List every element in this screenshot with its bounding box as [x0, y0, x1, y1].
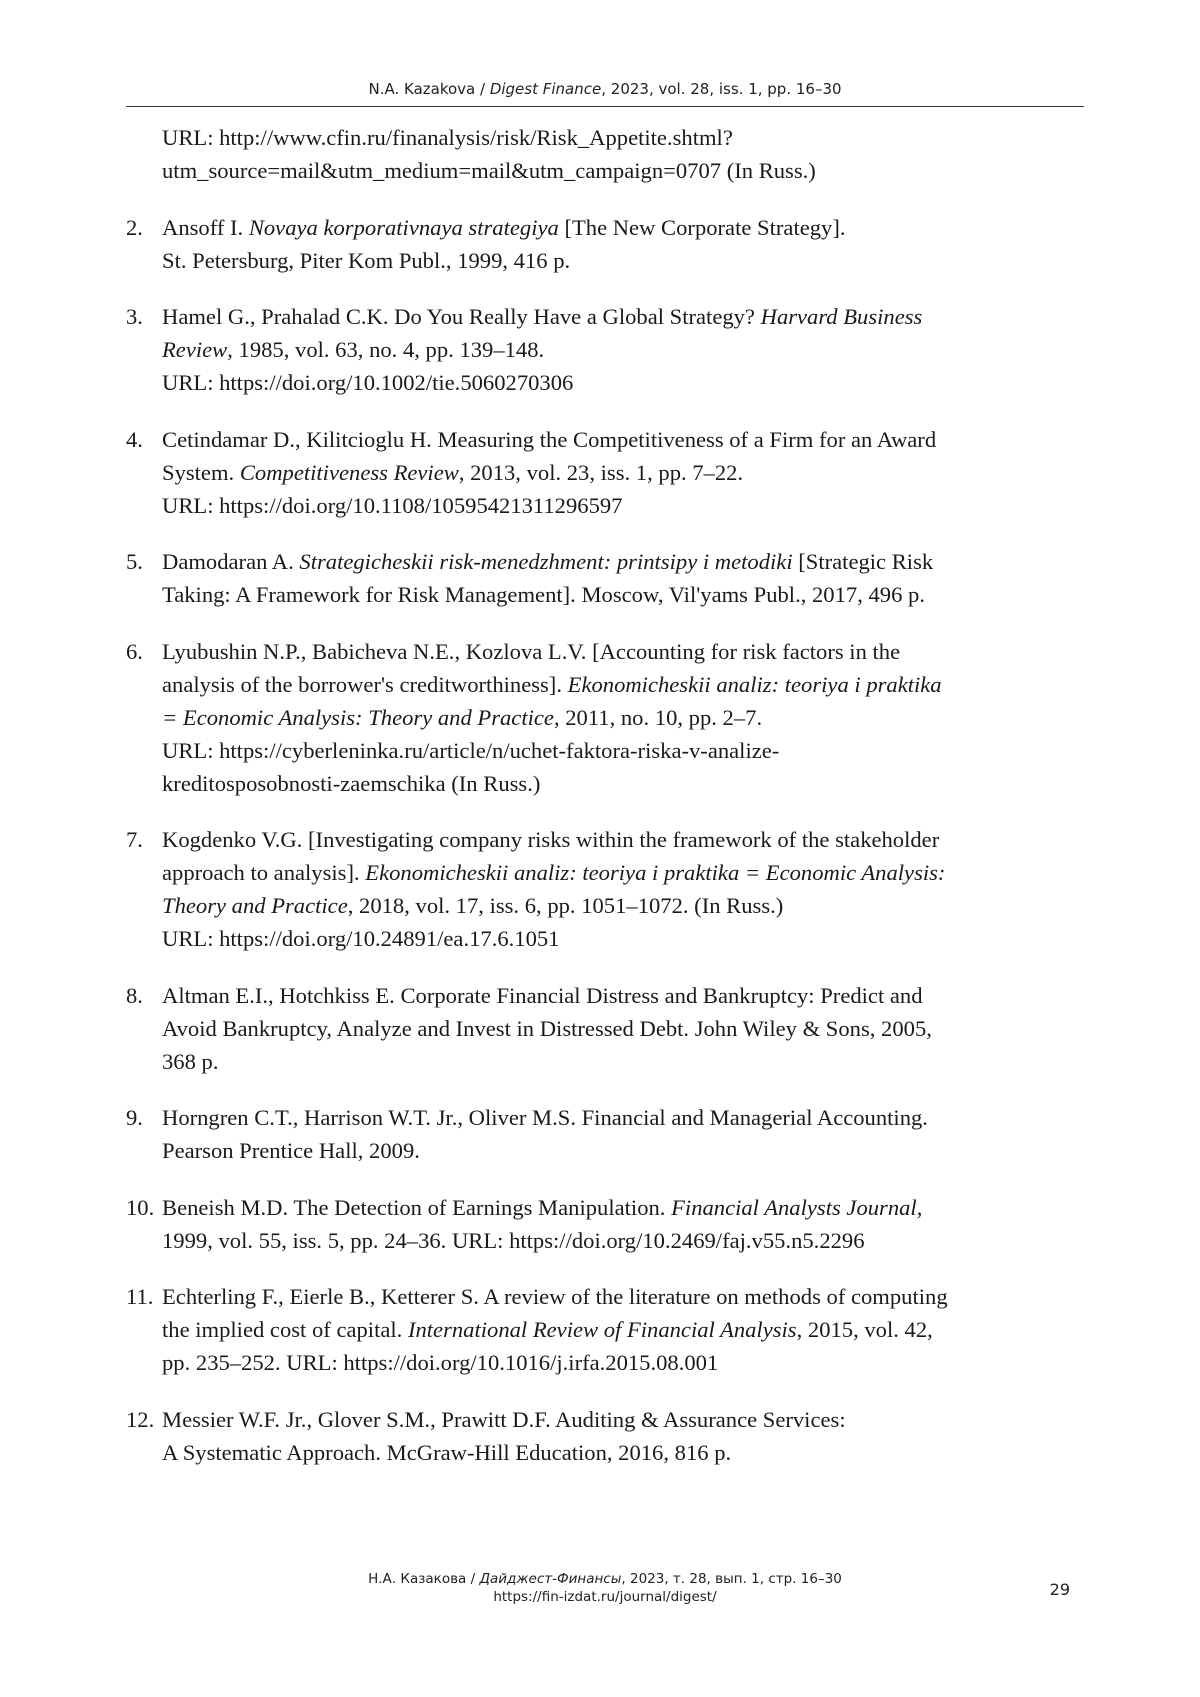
reference-segment: 368 p. — [162, 1048, 219, 1074]
reference-number: 9. — [126, 1105, 143, 1130]
reference-segment: , 2011, no. 10, pp. 2–7. — [553, 704, 763, 730]
footer-authors: Н.А. Казакова / — [368, 1571, 480, 1587]
reference-line — [162, 1403, 1086, 1436]
running-footer — [126, 1570, 1084, 1606]
reference-item — [126, 423, 1086, 522]
reference-segment: St. Petersburg, Piter Kom Publ., 1999, 416 p. — [162, 247, 571, 273]
reference-text — [162, 300, 1086, 399]
reference-number: 4. — [126, 426, 143, 452]
reference-number: 10. — [126, 1194, 155, 1220]
reference-text — [162, 979, 1086, 1078]
reference-segment: Ansoff I. — [162, 214, 249, 240]
reference-text — [162, 423, 1086, 522]
reference-item — [126, 1101, 1086, 1167]
reference-line — [162, 1313, 1086, 1346]
reference-line — [162, 366, 1086, 399]
reference-italic-segment: International Review of Financial Analysis — [407, 1317, 797, 1342]
reference-text — [162, 1403, 1086, 1469]
reference-segment: Hamel G., Prahalad C.K. Do You Really Have a Global Strategy? — [162, 304, 761, 329]
reference-segment[interactable]: URL: https://doi.org/10.1002/tie.5060270306 — [162, 370, 574, 395]
reference-line — [162, 545, 1086, 578]
reference-segment: Taking: A Framework for Risk Management]. Moscow, Vil'yams Publ., 2017, 496 p. — [162, 582, 925, 607]
reference-line — [162, 635, 1086, 668]
reference-number: 2. — [126, 214, 143, 240]
reference-item — [126, 211, 1086, 277]
reference-number: 12. — [126, 1406, 155, 1432]
reference-line — [162, 701, 1086, 734]
reference-number: 6. — [126, 638, 143, 664]
reference-segment: Altman E.I., Hotchkiss E. Corporate Financial Distress and Bankruptcy: Predict and — [162, 982, 923, 1008]
reference-line — [162, 333, 1086, 366]
reference-segment: Avoid Bankruptcy, Analyze and Invest in Distressed Debt. John Wiley & Sons, 2005, — [162, 1015, 932, 1041]
reference-segment: Damodaran A. — [162, 549, 300, 574]
reference-italic-segment: Strategicheskii risk-menedzhment: printsipy i metodiki — [299, 549, 793, 574]
reference-segment: Lyubushin N.P., Babicheva N.E., Kozlova L.V. [Accounting for risk factors in the — [162, 638, 901, 664]
reference-text — [162, 1280, 1086, 1379]
reference-line — [162, 1134, 1086, 1167]
reference-segment: Beneish M.D. The Detection of Earnings Manipulation. — [162, 1194, 672, 1220]
reference-line — [162, 244, 1086, 277]
reference-item — [126, 823, 1086, 955]
reference-line — [162, 578, 1086, 611]
reference-segment[interactable]: URL: https://doi.org/10.24891/ea.17.6.1051 — [162, 926, 560, 951]
reference-segment[interactable]: 1999, vol. 55, iss. 5, pp. 24–36. URL: https://doi.org/10.2469/faj.v55.n5.2296 — [162, 1227, 865, 1253]
reference-text — [162, 635, 1086, 800]
reference-italic-segment: Competitiveness Review — [239, 459, 459, 485]
reference-italic-segment: Ekonomicheskii analiz: teoriya i praktika = Economic Analysis: — [365, 860, 946, 885]
reference-line — [162, 1101, 1086, 1134]
reference-text — [162, 545, 1086, 611]
reference-line — [162, 300, 1086, 333]
reference-item — [126, 300, 1086, 399]
reference-item — [126, 635, 1086, 800]
reference-segment: Messier W.F. Jr., Glover S.M., Prawitt D.F. Auditing & Assurance Services: — [162, 1406, 846, 1432]
header-authors: N.A. Kazakova / — [368, 80, 490, 98]
running-header — [126, 80, 1084, 98]
reference-text — [162, 121, 1086, 187]
reference-number: 5. — [126, 549, 143, 574]
reference-segment[interactable]: pp. 235–252. URL: https://doi.org/10.1016/j.irfa.2015.08.001 — [162, 1350, 719, 1375]
reference-line — [162, 1224, 1086, 1257]
reference-line — [162, 668, 1086, 701]
reference-segment[interactable]: URL: https://cyberleninka.ru/article/n/uchet-faktora-riska-v-analize- — [162, 737, 780, 763]
reference-item — [126, 1280, 1086, 1379]
reference-segment: [Strategic Risk — [792, 549, 934, 574]
reference-italic-segment: Financial Analysts Journal — [671, 1194, 917, 1220]
reference-segment: A Systematic Approach. McGraw-Hill Education, 2016, 816 p. — [162, 1439, 732, 1465]
reference-text — [162, 823, 1086, 955]
reference-list — [126, 121, 1086, 1492]
reference-item — [126, 121, 1086, 187]
reference-line — [162, 1346, 1086, 1379]
reference-line — [162, 121, 1086, 154]
footer-journal: Дайджест-Финансы — [479, 1571, 622, 1587]
reference-segment: [The New Corporate Strategy]. — [558, 214, 846, 240]
reference-segment: , 2015, vol. 42, — [796, 1317, 933, 1342]
reference-italic-segment: Novaya korporativnaya strategiya — [248, 214, 559, 240]
reference-segment[interactable]: URL: https://doi.org/10.1108/10595421311296597 — [162, 492, 623, 518]
reference-number: 11. — [126, 1284, 154, 1309]
reference-segment: utm_source=mail&utm_medium=mail&utm_campaign=0707 (In Russ.) — [162, 158, 816, 183]
reference-line — [162, 979, 1086, 1012]
reference-line — [162, 154, 1086, 187]
reference-line — [162, 211, 1086, 244]
header-details: , 2023, vol. 28, iss. 1, pp. 16–30 — [601, 80, 842, 98]
reference-line — [162, 1436, 1086, 1469]
reference-line — [162, 423, 1086, 456]
reference-segment: , — [916, 1194, 923, 1220]
reference-segment: , 1985, vol. 63, no. 4, pp. 139–148. — [227, 337, 545, 362]
reference-text — [162, 1191, 1086, 1257]
reference-segment: analysis of the borrower's creditworthiness]. — [162, 671, 568, 697]
footer-details: , 2023, т. 28, вып. 1, стр. 16–30 — [621, 1571, 842, 1587]
reference-line — [162, 889, 1086, 922]
reference-line — [162, 823, 1086, 856]
reference-item — [126, 1403, 1086, 1469]
page-number: 29 — [1049, 1580, 1070, 1599]
reference-segment: System. — [162, 459, 240, 485]
reference-number: 7. — [126, 827, 143, 852]
reference-line — [162, 1045, 1086, 1078]
reference-segment: the implied cost of capital. — [162, 1317, 408, 1342]
reference-segment: Cetindamar D., Kilitcioglu H. Measuring the Competitiveness of a Firm for an Award — [162, 426, 937, 452]
reference-item — [126, 545, 1086, 611]
reference-line — [162, 456, 1086, 489]
reference-segment: kreditosposobnosti-zaemschika (In Russ.) — [162, 770, 541, 796]
reference-number — [126, 121, 162, 187]
reference-italic-segment: Review — [162, 337, 228, 362]
reference-italic-segment: Theory and Practice — [162, 893, 348, 918]
reference-item — [126, 979, 1086, 1078]
reference-line — [162, 734, 1086, 767]
reference-segment: Horngren C.T., Harrison W.T. Jr., Oliver M.S. Financial and Managerial Accounting. — [162, 1105, 928, 1130]
reference-segment[interactable]: URL: http://www.cfin.ru/finanalysis/risk/Risk_Appetite.shtml? — [162, 125, 733, 150]
header-rule — [126, 106, 1084, 107]
reference-segment: Echterling F., Eierle B., Ketterer S. A review of the literature on methods of computing — [162, 1284, 948, 1309]
reference-segment: , 2013, vol. 23, iss. 1, pp. 7–22. — [458, 459, 744, 485]
reference-text — [162, 211, 1086, 277]
reference-line — [162, 922, 1086, 955]
reference-segment: Pearson Prentice Hall, 2009. — [162, 1138, 420, 1163]
header-journal: Digest Finance — [489, 80, 602, 98]
reference-item — [126, 1191, 1086, 1257]
reference-segment: Kogdenko V.G. [Investigating company risks within the framework of the stakeholder — [162, 827, 940, 852]
reference-number: 8. — [126, 982, 143, 1008]
reference-line — [162, 1012, 1086, 1045]
reference-italic-segment: Harvard Business — [760, 304, 923, 329]
reference-line — [162, 856, 1086, 889]
footer-citation — [126, 1570, 1084, 1588]
reference-line — [162, 1191, 1086, 1224]
reference-line — [162, 767, 1086, 800]
reference-italic-segment: = Economic Analysis: Theory and Practice — [162, 704, 554, 730]
reference-segment: approach to analysis]. — [162, 860, 366, 885]
reference-italic-segment: Ekonomicheskii analiz: teoriya i praktika — [567, 671, 942, 697]
reference-text — [162, 1101, 1086, 1167]
footer-url[interactable]: https://fin-izdat.ru/journal/digest/ — [493, 1589, 717, 1605]
reference-number: 3. — [126, 304, 143, 329]
reference-line — [162, 489, 1086, 522]
reference-line — [162, 1280, 1086, 1313]
reference-segment: , 2018, vol. 17, iss. 6, pp. 1051–1072. (In Russ.) — [347, 893, 784, 918]
